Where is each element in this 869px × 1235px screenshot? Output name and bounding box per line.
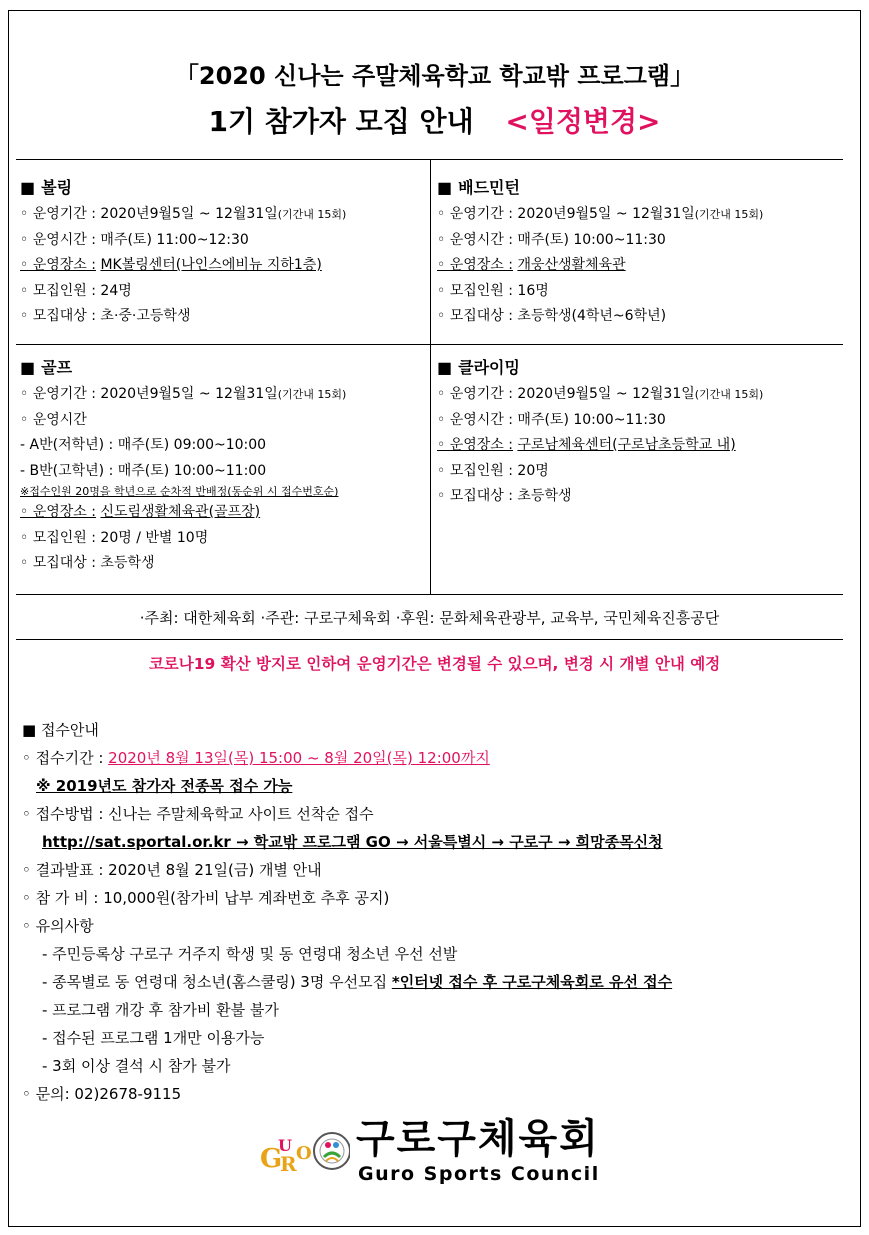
contact-info: ◦ 문의: 02)2678-9115 xyxy=(22,1085,182,1103)
registration-section xyxy=(22,716,842,1108)
program-capacity: ◦ 모집인원 : 20명 / 반별 10명 xyxy=(20,529,209,546)
program-heading: ■ 배드민턴 xyxy=(437,178,520,197)
program-period: ◦ 운영기간 : 2020년9월5일 ~ 12월31일(기간내 15회) xyxy=(20,206,347,222)
program-heading: ■ 클라이밍 xyxy=(437,358,520,377)
svg-text:R: R xyxy=(280,1152,297,1176)
grid-divider-vertical xyxy=(430,160,431,594)
program-time: ◦ 운영시간 : 매주(토) 10:00~11:30 xyxy=(437,231,666,248)
program-place: ◦ 운영장소 : 개웅산생활체육관 xyxy=(437,257,626,273)
caution-item: - 접수된 프로그램 1개만 이용가능 xyxy=(42,1029,265,1047)
program-target: ◦ 모집대상 : 초등학생(4학년~6학년) xyxy=(437,308,667,324)
caution-heading: ◦ 유의사항 xyxy=(22,917,94,935)
svg-text:U: U xyxy=(278,1136,292,1155)
square-bullet-icon: ■ xyxy=(20,178,36,197)
schedule-changed-label: <일정변경> xyxy=(505,105,661,138)
registration-method-link[interactable]: http://sat.sportal.or.kr → 학교밖 프로그램 GO → 서울특별시 → 구로구 → 희망종목신청 xyxy=(42,833,663,851)
caution-item: - 주민등록상 구로구 거주지 학생 및 동 연령대 청소년 우선 선발 xyxy=(42,945,458,963)
program-capacity: ◦ 모집인원 : 20명 xyxy=(437,462,549,479)
registration-method: ◦ 접수방법 : 신나는 주말체육학교 사이트 선착순 접수 xyxy=(22,805,374,823)
square-bullet-icon: ■ xyxy=(437,178,453,197)
program-target: ◦ 모집대상 : 초등학생 xyxy=(20,555,155,571)
program-climbing xyxy=(437,354,763,510)
program-badminton xyxy=(437,174,763,330)
svg-text:G: G xyxy=(260,1144,283,1174)
program-period: ◦ 운영기간 : 2020년9월5일 ~ 12월31일(기간내 15회) xyxy=(437,206,764,222)
logo-english-text: Guro Sports Council xyxy=(358,1163,600,1185)
caution-item: - 프로그램 개강 후 참가비 환불 불가 xyxy=(42,1001,279,1019)
program-period: ◦ 운영기간 : 2020년9월5일 ~ 12월31일(기간내 15회) xyxy=(20,386,347,402)
program-time: ◦ 운영시간 : 매주(토) 10:00~11:30 xyxy=(437,411,666,428)
program-golf xyxy=(20,354,346,577)
program-time-a: - A반(저학년) : 매주(토) 09:00~10:00 xyxy=(20,437,267,453)
registration-period-note: ※ 2019년도 참가자 전종목 접수 가능 xyxy=(36,777,293,795)
guro-sports-council-logo xyxy=(258,1115,618,1195)
registration-period: ◦ 접수기간 : 2020년 8월 13일(목) 15:00 ~ 8월 20일(목) 12:00까지 xyxy=(22,749,490,767)
program-target: ◦ 모집대상 : 초등학생 xyxy=(437,488,572,504)
caution-item: - 종목별로 동 연령대 청소년(홈스쿨링) 3명 우선모집 *인터넷 접수 후 구로구체육회로 유선 접수 xyxy=(42,973,673,991)
title-line1: 「2020 신나는 주말체육학교 학교밖 프로그램」 xyxy=(174,62,695,90)
program-target: ◦ 모집대상 : 초·중·고등학생 xyxy=(20,308,191,324)
program-period: ◦ 운영기간 : 2020년9월5일 ~ 12월31일(기간내 15회) xyxy=(437,386,764,402)
svg-text:O: O xyxy=(296,1143,312,1164)
program-bowling xyxy=(20,174,346,330)
registration-heading: ■ 접수안내 xyxy=(22,721,99,739)
registration-result: ◦ 결과발표 : 2020년 8월 21일(금) 개별 안내 xyxy=(22,861,322,879)
program-time: ◦ 운영시간 : 매주(토) 11:00~12:30 xyxy=(20,231,249,248)
sponsors-line: ·주최: 대한체육회 ·주관: 구로구체육회 ·후원: 문화체육관광부, 교육부, 국민체육진흥공단 xyxy=(16,596,843,640)
square-bullet-icon: ■ xyxy=(437,358,453,377)
program-note: ※접수인원 20명을 학년으로 순차적 반배정(동순위 시 접수번호순) xyxy=(20,485,339,498)
square-bullet-icon: ■ xyxy=(20,358,36,377)
caution-item: - 3회 이상 결석 시 참가 불가 xyxy=(42,1057,231,1075)
program-place: ◦ 운영장소 : 구로남체육센터(구로남초등학교 내) xyxy=(437,437,736,453)
registration-fee: ◦ 참 가 비 : 10,000원(참가비 납부 계좌번호 추후 공지) xyxy=(22,889,390,907)
program-capacity: ◦ 모집인원 : 24명 xyxy=(20,282,132,299)
grid-divider-horizontal xyxy=(16,344,843,345)
logo-korean-text: 구로구체육회 xyxy=(356,1116,600,1162)
title-line2 xyxy=(0,100,869,140)
program-heading: ■ 골프 xyxy=(20,358,73,377)
guro-emblem-icon xyxy=(258,1125,350,1177)
program-time: ◦ 운영시간 xyxy=(20,411,87,428)
program-grid xyxy=(16,159,843,595)
program-place: ◦ 운영장소 : 신도림생활체육관(골프장) xyxy=(20,504,261,520)
covid-notice: 코로나19 확산 방지로 인하여 운영기간은 변경될 수 있으며, 변경 시 개별 안내 예정 xyxy=(148,655,721,673)
title-main: 1기 참가자 모집 안내 xyxy=(208,105,474,138)
program-capacity: ◦ 모집인원 : 16명 xyxy=(437,282,549,299)
program-heading: ■ 볼링 xyxy=(20,178,73,197)
program-place: ◦ 운영장소 : MK볼링센터(나인스에비뉴 지하1층) xyxy=(20,257,322,273)
program-time-b: - B반(고학년) : 매주(토) 10:00~11:00 xyxy=(20,462,267,479)
